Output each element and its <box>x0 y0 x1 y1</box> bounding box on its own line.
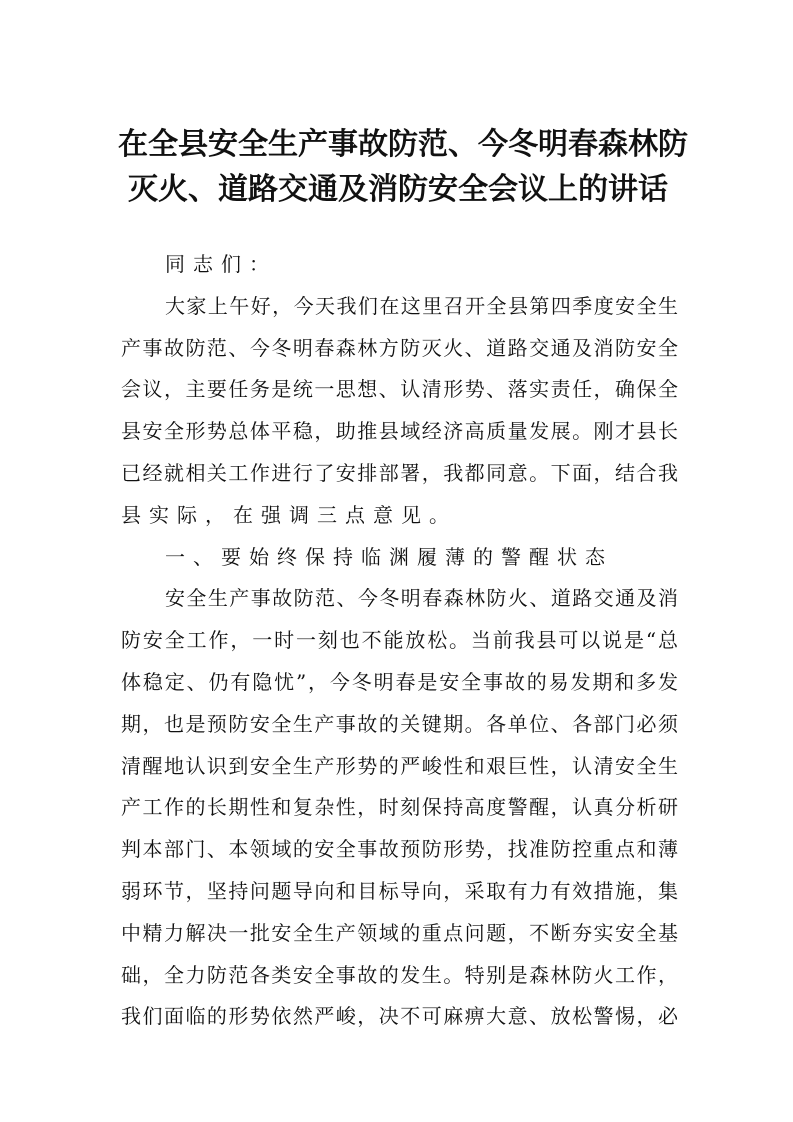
body-text-line: 同志们： <box>165 252 277 276</box>
body-text-line: 县实际，在强调三点意见。 <box>121 502 457 527</box>
body-text-line: 一、要始终保持临渊履薄的警醒状态 <box>165 544 613 569</box>
body-text-line: 础，全力防范各类安全事故的发生。特别是森林防火工作， <box>121 962 678 987</box>
body-text-line: 大家上午好，今天我们在这里召开全县第四季度安全生 <box>165 293 678 318</box>
body-text-line: 我们面临的形势依然严峻，决不可麻痹大意、放松警惕，必 <box>121 1004 678 1029</box>
body-text-line: 清醒地认识到安全生产形势的严峻性和艰巨性，认清安全生 <box>121 753 678 778</box>
body-text-line: 中精力解决一批安全生产领域的重点问题，不断夯实安全基 <box>121 920 678 945</box>
body-text-line: 安全生产事故防范、今冬明春森林防火、道路交通及消 <box>165 586 678 611</box>
body-text-line: 已经就相关工作进行了安排部署，我都同意。下面，结合我 <box>121 460 678 485</box>
body-text-line: 县安全形势总体平稳，助推县域经济高质量发展。刚才县长 <box>121 419 678 444</box>
body-text-line: 期，也是预防安全生产事故的关键期。各单位、各部门必须 <box>121 711 678 736</box>
body-text-line: 体稳定、仍有隐忧”，今冬明春是安全事故的易发期和多发 <box>121 669 678 694</box>
body-text-line: 判本部门、本领域的安全事故预防形势，找准防控重点和薄 <box>121 837 678 862</box>
body-text-line: 产事故防范、今冬明春森林方防灭火、道路交通及消防安全 <box>121 335 678 360</box>
document-body <box>121 244 678 1038</box>
body-text-line: 弱环节，坚持问题导向和目标导向，采取有力有效措施，集 <box>121 878 678 903</box>
body-text-line: 防安全工作，一时一刻也不能放松。当前我县可以说是“总 <box>121 628 678 653</box>
body-text-line: 会议，主要任务是统一思想、认清形势、落实责任，确保全 <box>121 377 678 402</box>
document-title-line-1: 在全县安全生产事故防范、今冬明春森林防 <box>118 127 688 162</box>
document-title-line-2: 灭火、道路交通及消防安全会议上的讲话 <box>128 172 668 207</box>
body-text-line: 产工作的长期性和复杂性，时刻保持高度警醒，认真分析研 <box>121 795 678 820</box>
